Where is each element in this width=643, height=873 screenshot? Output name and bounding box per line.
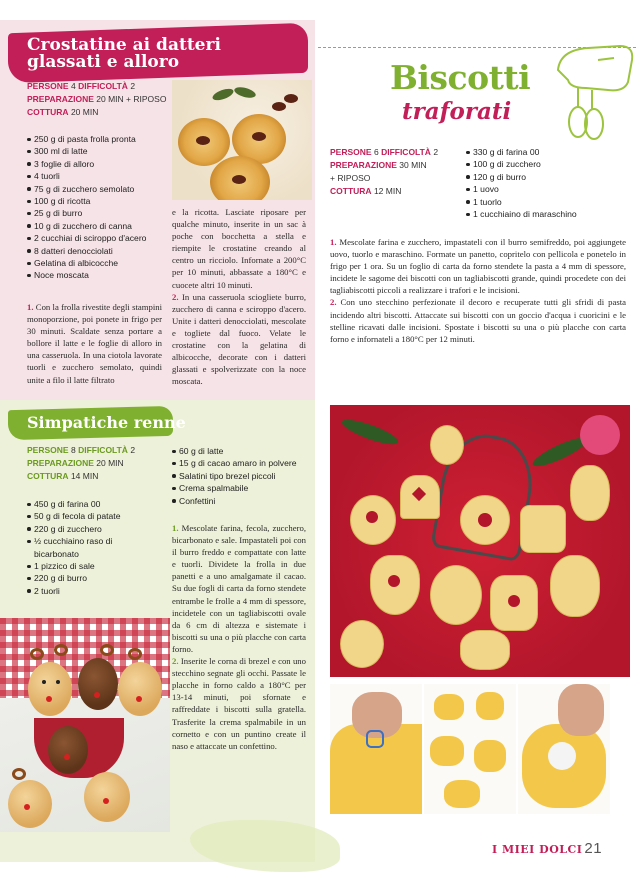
ingredient: 10 g di zucchero di canna <box>27 220 172 232</box>
ingredient: 100 g di zucchero <box>466 158 626 170</box>
ingredient: 3 foglie di alloro <box>27 158 172 170</box>
ingredient: 2 cucchiai di sciroppo d'acero <box>27 232 172 244</box>
ingredient: 15 g di cacao amaro in polvere <box>172 457 312 469</box>
recipe1-meta: PERSONE 4 DIFFICOLTÀ 2 PREPARAZIONE 20 MIN + RIPOSO COTTURA 20 MIN <box>27 81 167 117</box>
date-fruit <box>272 102 286 111</box>
ingredient: 75 g di zucchero semolato <box>27 183 172 195</box>
cookie <box>520 505 566 553</box>
recipe3-subtitle: traforati <box>402 98 512 125</box>
recipe3-title: Biscotti <box>390 58 531 97</box>
pretzel-antler <box>128 648 142 660</box>
reindeer-cookie <box>8 780 52 828</box>
cookie-nose <box>46 696 52 702</box>
cookie-nose <box>24 804 30 810</box>
ingredient: 100 g di ricotta <box>27 195 172 207</box>
dough-shape <box>476 692 504 720</box>
cookie-nose <box>103 798 109 804</box>
recipe2-ingredients-a <box>27 498 147 597</box>
recipe1-step1-continued: e la ricotta. Lasciate riposare per qualche minuto, inserite in un sac à poche con bocchetta a stella e riempite le crostatine creando al centro un ricciolo. Infornate a 200°C per 10 minuti, abbassate a 180°C e cuocete altri 10 minuti. 2. In una casseruola sciogliete burro, zucchero di canna e sciroppo d'acero. Unite i datteri denocciolati, mescolate e togliete dal fuoco. Velate le crostatine con la gelatina di albicocche, decorate con i datteri glassati e spolverizzate con la noce moscata. <box>172 207 306 387</box>
recipe1-step1: 1. Con la frolla rivestite degli stampini monoporzione, poi ponete in frigo per 30 minuti. Scaldate senza portare a bollore il latte e le foglie di alloro in una casseruola. In una ciotola lavorate tuorli e zucchero semolato, quindi unite a filo il latte filtrato <box>27 302 163 385</box>
pretzel-antler <box>12 768 26 780</box>
cookie <box>430 425 464 465</box>
date-fruit <box>232 175 246 184</box>
cookie <box>430 565 482 625</box>
recipe1-title: Crostatine ai datteri glassati e alloro <box>27 35 221 72</box>
recipe2-steps: 1. Mescolate farina, fecola, zucchero, bicarbonato e sale. Impastateli poi con il burro freddo e compattate con latte e tuorli. Dividete la frolla in due panetti e a uno amalgamate il cacao. Su due fogli di carta da forno stendete entrambe le frolle a 4 mm di spessore, incidetele con un tagliabiscotti ovale da 6 cm di altezza e sistemate i biscotti su una o più placche con carta forno. 2. Inserite le corna di brezel e con uno stecchino segnate gli occhi. Passate le placche in forno caldo a 180°C per 13-14 minuti, poi sfornate e raffreddate i biscotti sulla gratella. Trasferite la crema spalmabile in un cornetto e con un puntino create il naso e attaccate un confettino. <box>172 523 306 751</box>
recipe3-meta: PERSONE 6 DIFFICOLTÀ 2 PREPARAZIONE 30 MIN + RIPOSO COTTURA 12 MIN <box>330 147 439 196</box>
ingredient: 450 g di farina 00 <box>27 498 147 510</box>
dough-shape <box>434 694 464 720</box>
ingredient: 60 g di latte <box>172 445 312 457</box>
ingredient: 4 tuorli <box>27 170 172 182</box>
bay-leaf <box>233 85 257 99</box>
cookie-cutout <box>388 575 400 587</box>
cookie-cutout <box>366 511 378 523</box>
ingredient: 1 pizzico di sale <box>27 560 147 572</box>
step-photo-cutting <box>330 684 422 814</box>
step-photo-decorating <box>518 684 610 814</box>
ingredient: 25 g di burro <box>27 207 172 219</box>
ingredient: 250 g di pasta frolla pronta <box>27 133 172 145</box>
hand-mixer-illustration <box>548 40 638 150</box>
yarn-ball <box>580 415 620 455</box>
hand <box>558 684 604 736</box>
pine-branch <box>339 415 400 449</box>
dough-shape <box>430 736 464 766</box>
snowflake-cutout <box>548 742 576 770</box>
dough-shape <box>444 780 480 808</box>
cookie-cutout <box>508 595 520 607</box>
cookie <box>550 555 600 617</box>
recipe3-steps: 1. Mescolate farina e zucchero, impastateli con il burro semifreddo, poi aggiungete uovo, tuorlo e maraschino. Formate un panetto, copritelo con pellicola e ponetelo in frigo per 1 ora. Su un foglio di carta da forno stendete la pasta a 4 mm di spessore, incidete le sagome dei biscotti con un tagliabiscotti grande, quindi procedete con dei tagliabiscotti piccoli a realizzare i trafori e le incisioni. 2. Con uno stecchino perfezionate il decoro e recuperate tutti gli sfridi di pasta incidendo altri biscotti. Attaccate sui biscotti con un goccio d'acqua i cuoricini e le stelline ricavati dalle incisioni. Spostate i biscotti su una o più placche con carta forno e infornateli a 180°C per 12 minuti. <box>330 237 627 344</box>
pretzel-antler <box>30 648 44 660</box>
recipe2-ingredients-b <box>172 445 312 507</box>
date-fruit <box>196 136 210 145</box>
cookie-eye <box>56 680 60 684</box>
bay-leaf <box>211 87 235 103</box>
reindeer-cookie <box>78 658 118 710</box>
recipe2-title: Simpatiche renne <box>27 413 186 432</box>
recipe1-ingredients <box>27 133 172 282</box>
biscotti-traforati-photo <box>330 405 630 677</box>
reindeer-cookie <box>84 772 130 822</box>
ingredient: 120 g di burro <box>466 171 626 183</box>
ingredient: Noce moscata <box>27 269 172 281</box>
date-fruit <box>252 132 266 141</box>
reindeer-cookie <box>28 662 72 716</box>
ingredient: 220 g di zucchero <box>27 523 147 535</box>
cookie-nose <box>136 696 142 702</box>
ingredient: ½ cucchiaino raso di bicarbonato <box>27 535 147 560</box>
cookie <box>570 465 610 521</box>
recipe3-ingredients <box>466 146 626 220</box>
ingredient: 300 ml di latte <box>27 145 172 157</box>
pretzel-antler <box>100 644 114 656</box>
ingredient: 220 g di burro <box>27 572 147 584</box>
ingredient: 2 tuorli <box>27 585 147 597</box>
cookie <box>460 630 510 670</box>
ingredient: 1 uovo <box>466 183 626 195</box>
date-fruit <box>284 94 298 103</box>
ingredient: 50 g di fecola di patate <box>27 510 147 522</box>
dough-shape <box>474 740 506 772</box>
magazine-name: I MIEI DOLCI <box>492 843 583 856</box>
ingredient: 1 tuorlo <box>466 196 626 208</box>
page-number: 21 <box>584 840 603 857</box>
ingredient: 8 datteri denocciolati <box>27 245 172 257</box>
cookie-cutter <box>366 730 384 748</box>
ingredient: Salatini tipo brezel piccoli <box>172 470 312 482</box>
cookie <box>340 620 384 668</box>
crostatine-photo <box>172 80 312 200</box>
pretzel-antler <box>54 644 68 656</box>
reindeer-cookies-photo <box>0 618 170 832</box>
page-footer <box>492 840 602 857</box>
ingredient: Confettini <box>172 495 312 507</box>
ingredient: 1 cucchiaino di maraschino <box>466 208 626 220</box>
cookie-nose <box>94 692 100 698</box>
cookie-eye <box>42 680 46 684</box>
brush-decoration <box>190 820 340 872</box>
cookie-cutout <box>478 513 492 527</box>
step-photo-shapes <box>424 684 516 814</box>
ingredient: 330 g di farina 00 <box>466 146 626 158</box>
reindeer-cookie <box>48 726 88 774</box>
reindeer-cookie <box>118 662 162 716</box>
ingredient: Crema spalmabile <box>172 482 312 494</box>
ingredient: Gelatina di albicocche <box>27 257 172 269</box>
cookie-nose <box>64 754 70 760</box>
recipe2-meta: PERSONE 8 DIFFICOLTÀ 2 PREPARAZIONE 20 MIN COTTURA 14 MIN <box>27 445 136 481</box>
